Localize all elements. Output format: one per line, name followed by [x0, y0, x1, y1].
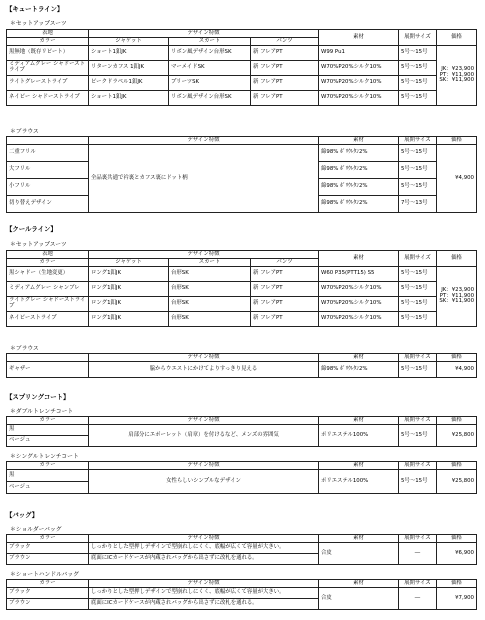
- cell-skirt: 台形SK: [169, 297, 251, 312]
- double-trench-table: [6, 416, 477, 447]
- cell-design: しっかりとした型押しデザインで型崩れしにくく、底幅が広くて容量が大きい。: [89, 588, 319, 599]
- cell-jacket: ロング1釦JK: [89, 267, 169, 282]
- cell-material: ポリエステル100%: [319, 470, 399, 494]
- cell-skirt: 台形SK: [169, 267, 251, 282]
- cell-price: ¥6,900: [437, 543, 477, 565]
- cell-color: ミディアムグレー シャドーストライプ: [7, 61, 89, 76]
- cell-jacket: ロング1釦JK: [89, 297, 169, 312]
- cell-skirt: 台形SK: [169, 282, 251, 297]
- cell-color: ライトグレーストライプ: [7, 76, 89, 91]
- header-fabric: 表地: [7, 251, 89, 259]
- cell-size: 5号～15号: [399, 267, 437, 282]
- cell-material: W70%P20%シルク10%: [319, 312, 399, 327]
- shoulder-bag-table: [6, 534, 477, 565]
- table-row: [7, 267, 477, 282]
- cell-design: 脇からウエストにかけてよりすっきり見える: [89, 362, 319, 378]
- cell-material: 綿98% ﾎﾟﾘｳﾚﾀﾝ2%: [319, 362, 399, 378]
- cell-size: ―: [399, 543, 437, 565]
- header-fabric: 表地: [7, 30, 89, 38]
- cell-price: [437, 46, 477, 106]
- cell-size: 5号～15号: [399, 91, 437, 106]
- cell-price: ¥7,900: [437, 588, 477, 610]
- section-title-cute: 【キュートライン】: [6, 5, 64, 13]
- header-price: 価格: [437, 137, 477, 145]
- section-title-cool: 【クールライン】: [6, 225, 57, 233]
- header-material: 素材: [319, 137, 399, 145]
- cell-design: 全品裏共通で衿裏とカフス裏にドット柄: [89, 145, 319, 213]
- cell-name: 小フリル: [7, 179, 89, 196]
- price-jk: JK：¥23,900: [441, 65, 475, 72]
- cell-design: 肩部分にエポーレット（肩章）を付けるなど、メンズの雰囲気: [89, 425, 319, 447]
- cell-price: [437, 267, 477, 327]
- cell-color: ネイビー シャドーストライプ: [7, 91, 89, 106]
- header-material: 素材: [319, 535, 399, 543]
- cell-design: 底面にICカードケースが内蔵されバッグから出さずに改札を通れる。: [89, 554, 319, 565]
- cell-material: 綿98% ﾎﾟﾘｳﾚﾀﾝ2%: [319, 179, 399, 196]
- cell-name: 二重フリル: [7, 145, 89, 162]
- header-material: 素材: [319, 354, 399, 362]
- cell-color: ブラック: [7, 543, 89, 554]
- cell-size: 5号～15号: [399, 297, 437, 312]
- header-color: カラー: [7, 38, 89, 46]
- header-size: 展開サイズ: [399, 137, 437, 145]
- header-size: 展開サイズ: [399, 580, 437, 588]
- table-row: [7, 588, 477, 599]
- cell-material: 綿98% ﾎﾟﾘｳﾚﾀﾝ2%: [319, 196, 399, 213]
- blouse-label-cool: ＊ブラウス: [10, 346, 39, 352]
- header-material: 素材: [319, 30, 399, 46]
- cell-color: 黒: [7, 425, 89, 436]
- cell-color: ブラウン: [7, 599, 89, 610]
- cute-suits-table: [6, 29, 477, 106]
- cell-size: 5号～15号: [399, 145, 437, 162]
- cell-price: ¥4,900: [437, 362, 477, 378]
- cell-jacket: ショート1釦JK: [89, 91, 169, 106]
- header-design: デザイン特徴: [89, 137, 319, 145]
- cell-material: W60 P35(PTT15) S5: [319, 267, 399, 282]
- cell-size: 5号～15号: [399, 61, 437, 76]
- suits-label-cute: ＊セットアップスーツ: [10, 21, 67, 27]
- header-price: 価格: [437, 462, 477, 470]
- table-row: [7, 297, 477, 312]
- table-row: [7, 312, 477, 327]
- table-row: [7, 282, 477, 297]
- cell-jacket: リターンカフス 1釦JK: [89, 61, 169, 76]
- price-sk: SK：¥11,900: [439, 298, 475, 305]
- cell-price: ¥4,900: [437, 145, 477, 213]
- price-pt: PT：¥11,900: [439, 292, 475, 299]
- cell-material: W70%P20%シルク10%: [319, 76, 399, 91]
- cell-color: 黒無地（既存リピート）: [7, 46, 89, 61]
- table-row: [7, 362, 477, 378]
- short-handle-bag-table: [6, 579, 477, 610]
- cool-suits-table: [6, 250, 477, 327]
- header-color: カラー: [7, 417, 89, 425]
- cell-color: ベージュ: [7, 436, 89, 447]
- header-design: デザイン特徴: [89, 354, 319, 362]
- shoulder-bag-label: ＊ショルダーバッグ: [10, 527, 62, 533]
- cell-jacket: ロング1釦JK: [89, 282, 169, 297]
- table-row: [7, 470, 477, 482]
- cell-pants: 新 フレアPT: [251, 61, 319, 76]
- header-color: カラー: [7, 580, 89, 588]
- cell-skirt: 台形SK: [169, 312, 251, 327]
- cell-color: ミディアムグレー シャンブレ: [7, 282, 89, 297]
- table-row: [7, 145, 477, 162]
- cell-skirt: マーメイドSK: [169, 61, 251, 76]
- section-title-bag: 【バッグ】: [6, 511, 39, 519]
- price-pt: PT：¥11,900: [439, 71, 475, 78]
- cell-pants: 新 フレアPT: [251, 46, 319, 61]
- cell-size: 5号～15号: [399, 162, 437, 179]
- cell-material: W70%P20%シルク10%: [319, 91, 399, 106]
- header-size: 展開サイズ: [399, 354, 437, 362]
- cell-color: ベージュ: [7, 482, 89, 494]
- cell-skirt: プリーツSK: [169, 76, 251, 91]
- cell-material: 合皮: [319, 588, 399, 610]
- cell-color: 黒シャドー（生地変更）: [7, 267, 89, 282]
- cell-material: W99 Pu1: [319, 46, 399, 61]
- cell-size: ―: [399, 588, 437, 610]
- cell-price: ¥25,800: [437, 425, 477, 447]
- cell-size: 5号～15号: [399, 312, 437, 327]
- header-price: 価格: [437, 535, 477, 543]
- cell-size: 5号～15号: [399, 425, 437, 447]
- cell-color: ブラック: [7, 588, 89, 599]
- single-trench-label: ＊シングルトレンチコート: [10, 454, 79, 460]
- header-price: 価格: [437, 580, 477, 588]
- cell-color: ライトグレー シャドーストライプ: [7, 297, 89, 312]
- header-color: カラー: [7, 462, 89, 470]
- cell-size: 5号～15号: [399, 470, 437, 494]
- cell-material: 合皮: [319, 543, 399, 565]
- header-material: 素材: [319, 462, 399, 470]
- cell-pants: 新 フレアPT: [251, 312, 319, 327]
- table-row: [7, 46, 477, 61]
- single-trench-table: [6, 461, 477, 494]
- cell-size: 5号～15号: [399, 179, 437, 196]
- cute-blouse-table: [6, 136, 477, 213]
- cell-pants: 新 フレアPT: [251, 282, 319, 297]
- cell-size: 5号～15号: [399, 362, 437, 378]
- header-size: 展開サイズ: [399, 251, 437, 267]
- header-design: デザイン特徴: [89, 251, 319, 259]
- price-jk: JK：¥23,900: [441, 286, 475, 293]
- double-trench-label: ＊ダブルトレンチコート: [10, 409, 74, 415]
- header-price: 価格: [437, 354, 477, 362]
- header-jacket: ジャケット: [89, 38, 169, 46]
- cell-size: 5号～15号: [399, 282, 437, 297]
- header-jacket: ジャケット: [89, 259, 169, 267]
- section-title-spring: 【スプリングコート】: [6, 393, 70, 401]
- cell-price: ¥25,800: [437, 470, 477, 494]
- cell-size: 7号～13号: [399, 196, 437, 213]
- cell-material: W70%P20%シルク10%: [319, 297, 399, 312]
- header-blank: [7, 354, 89, 362]
- cell-jacket: ピークドラペル1釦JK: [89, 76, 169, 91]
- blouse-label-cute: ＊ブラウス: [10, 129, 39, 135]
- header-design: デザイン特徴: [89, 417, 319, 425]
- cell-pants: 新 フレアPT: [251, 297, 319, 312]
- header-size: 展開サイズ: [399, 462, 437, 470]
- cell-color: ブラウン: [7, 554, 89, 565]
- header-skirt: スカート: [169, 38, 251, 46]
- header-color: カラー: [7, 535, 89, 543]
- cell-color: ネイビーストライプ: [7, 312, 89, 327]
- header-design: デザイン特徴: [89, 462, 319, 470]
- cell-pants: 新 フレアPT: [251, 76, 319, 91]
- cell-name: 切り替えデザイン: [7, 196, 89, 213]
- header-material: 素材: [319, 580, 399, 588]
- header-material: 素材: [319, 251, 399, 267]
- cell-jacket: ロング1釦JK: [89, 312, 169, 327]
- price-sk: SK：¥11,900: [439, 77, 475, 84]
- header-size: 展開サイズ: [399, 535, 437, 543]
- header-price: 価格: [437, 417, 477, 425]
- cell-pants: 新 フレアPT: [251, 267, 319, 282]
- header-size: 展開サイズ: [399, 417, 437, 425]
- header-pants: パンツ: [251, 38, 319, 46]
- suits-label-cool: ＊セットアップスーツ: [10, 242, 67, 248]
- cell-color: 黒: [7, 470, 89, 482]
- header-blank: [7, 137, 89, 145]
- header-price: 価格: [437, 251, 477, 267]
- cell-material: W70%P20%シルク10%: [319, 61, 399, 76]
- header-pants: パンツ: [251, 259, 319, 267]
- header-material: 素材: [319, 417, 399, 425]
- header-color: カラー: [7, 259, 89, 267]
- cell-pants: 新 フレアPT: [251, 91, 319, 106]
- cell-material: ポリエステル100%: [319, 425, 399, 447]
- cell-jacket: ショート1釦JK: [89, 46, 169, 61]
- header-design: デザイン特徴: [89, 30, 319, 38]
- cell-name: ギャザー: [7, 362, 89, 378]
- table-row: [7, 76, 477, 91]
- cell-name: 大フリル: [7, 162, 89, 179]
- cell-material: 綿98% ﾎﾟﾘｳﾚﾀﾝ2%: [319, 145, 399, 162]
- table-row: [7, 91, 477, 106]
- cell-size: 5号～15号: [399, 46, 437, 61]
- table-row: [7, 61, 477, 76]
- cell-design: 底面にICカードケースが内蔵されバッグから出さずに改札を通れる。: [89, 599, 319, 610]
- cell-skirt: リボン風デザイン台形SK: [169, 91, 251, 106]
- header-size: 展開サイズ: [399, 30, 437, 46]
- cell-design: 女性らしいシンプルなデザイン: [89, 470, 319, 494]
- header-design: デザイン特徴: [89, 535, 319, 543]
- header-design: デザイン特徴: [89, 580, 319, 588]
- header-skirt: スカート: [169, 259, 251, 267]
- cell-skirt: リボン風デザイン台形SK: [169, 46, 251, 61]
- cell-size: 5号～15号: [399, 76, 437, 91]
- table-row: [7, 425, 477, 436]
- table-row: [7, 543, 477, 554]
- cell-design: しっかりとした型押しデザインで型崩れしにくく、底幅が広くて容量が大きい。: [89, 543, 319, 554]
- short-handle-bag-label: ＊ショートハンドルバッグ: [10, 572, 79, 578]
- header-price: 価格: [437, 30, 477, 46]
- cool-blouse-table: [6, 353, 477, 378]
- cell-material: W70%P20%シルク10%: [319, 282, 399, 297]
- cell-material: 綿98% ﾎﾟﾘｳﾚﾀﾝ2%: [319, 162, 399, 179]
